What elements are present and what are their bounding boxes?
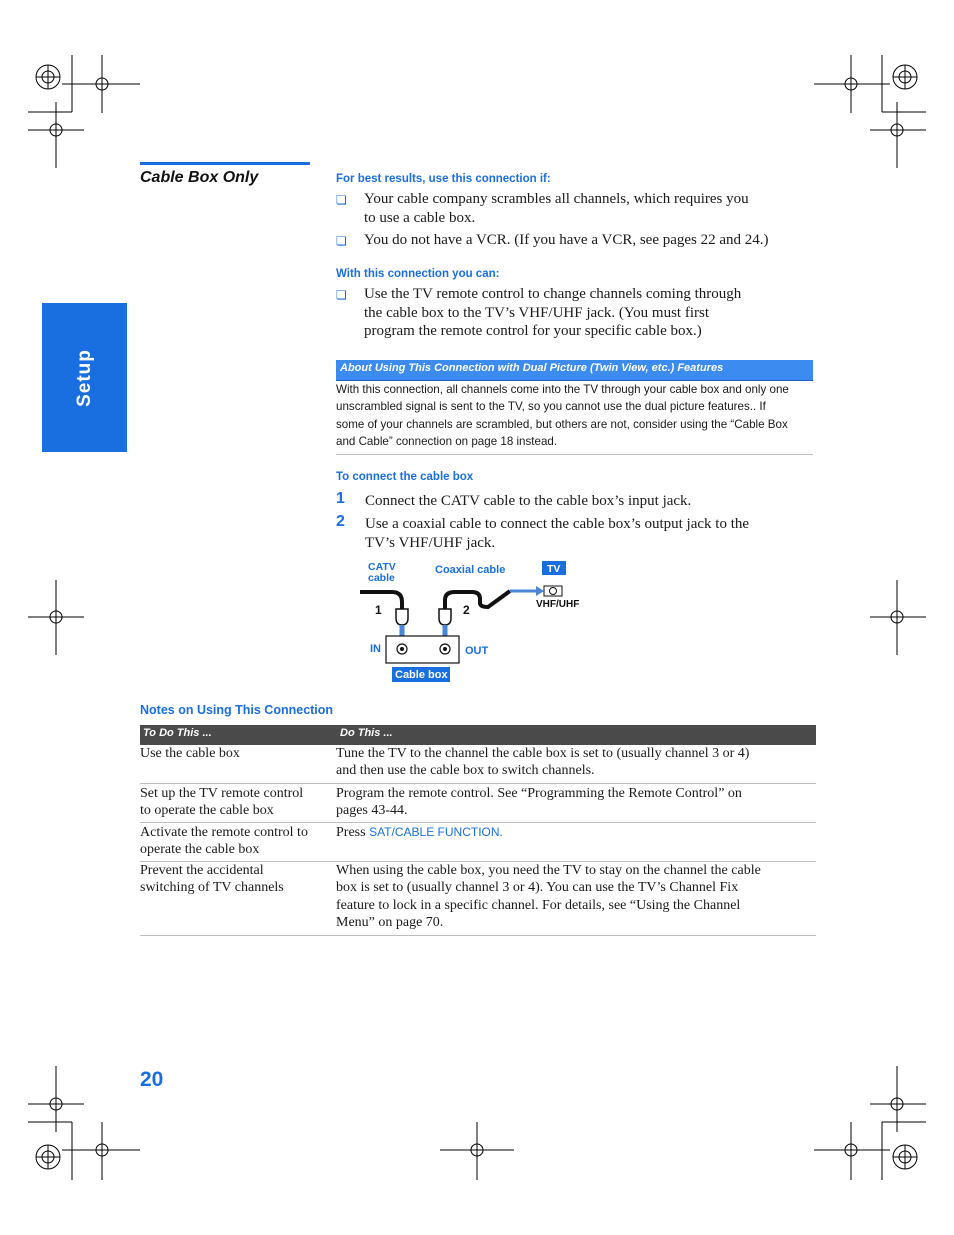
note-title: About Using This Connection with Dual Picture (Twin View, etc.) Features xyxy=(340,362,724,374)
can-do-heading: With this connection you can: xyxy=(336,268,500,280)
section-title: Cable Box Only xyxy=(140,169,259,186)
tv-label: TV xyxy=(547,563,561,575)
catv-label-2: cable xyxy=(368,572,395,584)
side-tab-label: Setup xyxy=(73,348,95,407)
step-number: 2 xyxy=(336,513,345,530)
coaxial-cable xyxy=(445,591,510,609)
table-row-divider xyxy=(140,822,816,823)
out-label: OUT xyxy=(465,645,489,657)
connector-2 xyxy=(439,609,451,625)
in-label: IN xyxy=(370,643,381,655)
list-item-text: Use the TV remote control to change channels coming through the cable box to the TV’s VHF/UHF jack. (You must first program the remote control for your specific cable box.) xyxy=(364,286,742,339)
list-item xyxy=(336,190,816,227)
divider xyxy=(336,454,813,455)
step-text: Connect the CATV cable to the cable box’s input jack. xyxy=(365,493,692,509)
step-number: 1 xyxy=(336,490,345,507)
connect-heading: To connect the cable box xyxy=(336,471,474,483)
list-item xyxy=(336,231,816,250)
section-rule xyxy=(140,162,310,165)
note-body: With this connection, all channels come into the TV through your cable box and only one unscrambled signal is sent to the TV, so you cannot use the dual picture features.. If some of your channels are scrambled, but others are not, consider using the “Cable Box and Cable” connection on page 18 instead. xyxy=(336,383,789,448)
connection-diagram xyxy=(360,555,590,685)
table-row-divider xyxy=(140,935,816,936)
column-header: Do This ... xyxy=(340,727,393,739)
table-cell: Set up the TV remote control to operate the cable box xyxy=(140,786,304,819)
table-cell: Tune the TV to the channel the cable box is set to (usually channel 3 or 4) and then use the cable box to switch channels. xyxy=(336,746,750,779)
page-number: 20 xyxy=(140,1068,164,1091)
table-cell: Activate the remote control to operate the cable box xyxy=(140,825,308,858)
coaxial-label: Coaxial cable xyxy=(435,564,506,576)
checkbox-bullet-icon: ❏ xyxy=(336,234,347,248)
checkbox-bullet-icon: ❏ xyxy=(336,193,347,207)
vhf-uhf-label: VHF/UHF xyxy=(536,599,580,610)
connector-1 xyxy=(396,609,408,625)
list-item-text: Your cable company scrambles all channels, which requires you to use a cable box. xyxy=(364,191,749,226)
list-item-text: You do not have a VCR. (If you have a VCR, see pages 22 and 24.) xyxy=(364,232,769,248)
cable-box-label: Cable box xyxy=(395,669,448,681)
number-1-label: 1 xyxy=(375,603,382,617)
catv-label-1: CATV xyxy=(368,561,396,573)
table-cell: Use the cable box xyxy=(140,746,240,761)
sat-cable-function-key: SAT/CABLE FUNCTION. xyxy=(369,825,503,839)
table-cell: When using the cable box, you need the TV to stay on the channel the cable box is set to (usually channel 3 or 4). You can use the TV’s Channel Fix feature to lock in a specific channel. For details, see “Using the Channel Menu” on page 70. xyxy=(336,863,761,931)
checkbox-bullet-icon: ❏ xyxy=(336,288,347,302)
table-cell: Press SAT/CABLE FUNCTION. xyxy=(336,825,503,840)
list-item xyxy=(336,285,816,341)
number-2-label: 2 xyxy=(463,603,470,617)
table-header xyxy=(140,725,816,745)
table-cell: Program the remote control. See “Programming the Remote Control” on pages 43-44. xyxy=(336,786,742,819)
step-text: Use a coaxial cable to connect the cable box’s output jack to the TV’s VHF/UHF jack. xyxy=(365,516,750,551)
column-header: To Do This ... xyxy=(143,727,212,739)
table-cell: Prevent the accidental switching of TV channels xyxy=(140,863,284,896)
table-row-divider xyxy=(140,783,816,784)
notes-heading: Notes on Using This Connection xyxy=(140,703,334,717)
best-results-heading: For best results, use this connection if: xyxy=(336,173,551,185)
